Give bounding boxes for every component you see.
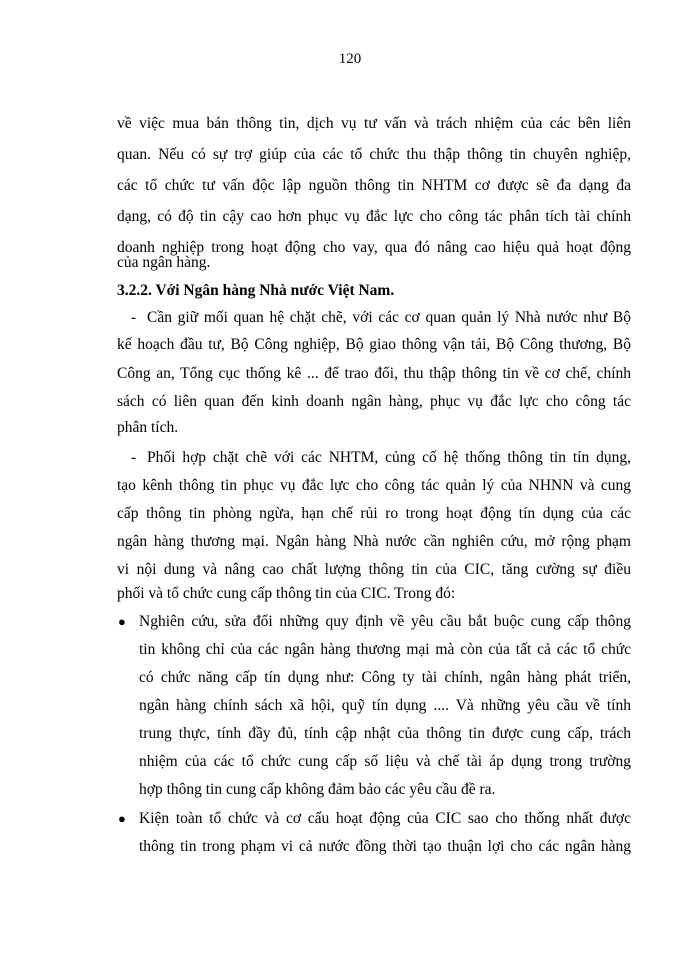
- item2-line: ngân hàng thương mại. Ngân hàng Nhà nước cần nghiên cứu, mở rộng phạm: [117, 533, 631, 550]
- item1-line: kế hoạch đầu tư, Bộ Công nghiệp, Bộ giao thông vận tải, Bộ Công thương, Bộ: [117, 336, 631, 353]
- bullet1-line: ngân hàng chính sách xã hội, quỹ tín dụng .... Và những yêu cầu về tính: [139, 697, 631, 714]
- bullet2-line: Kiện toàn tổ chức và cơ cấu hoạt động của CIC sao cho thống nhất được: [139, 810, 631, 827]
- para1-line: dạng, có độ tin cậy cao hơn phục vụ đắc lực cho công tác phân tích tài chính: [117, 208, 631, 225]
- dash-marker: -: [131, 309, 137, 326]
- bullet1-line: có chức năng cấp tín dụng như: Công ty tài chính, ngân hàng phát triển,: [139, 669, 631, 686]
- para1-line: các tổ chức tư vấn độc lập nguồn thông tin NHTM cơ được sẽ đa dạng đa: [117, 177, 631, 194]
- item2-line: tạo kênh thông tin phục vụ đắc lực cho công tác quản lý của NHNN và cung: [117, 477, 631, 494]
- item1-line: Cần giữ mối quan hệ chặt chẽ, với các cơ quan quản lý Nhà nước như Bộ: [147, 309, 631, 326]
- bullet1-line: trung thực, tính đầy đủ, tính cập nhật của thông tin được cung cấp, trách: [139, 725, 631, 742]
- section-heading: 3.2.2. Với Ngân hàng Nhà nước Việt Nam.: [117, 282, 395, 299]
- item1-line: phân tích.: [117, 419, 179, 436]
- item2-line: cấp thông tin phòng ngừa, hạn chế rủi ro trong hoạt động tín dụng của các: [117, 505, 631, 522]
- item2-line: vi nội dung và nâng cao chất lượng thông tin của CIC, tăng cường sự điều: [117, 561, 631, 578]
- item2-line: Phối hợp chặt chẽ với các NHTM, củng cố hệ thống thông tin tín dụng,: [147, 449, 631, 466]
- para1-line: về việc mua bán thông tin, dịch vụ tư vấn và trách nhiệm của các bên liên: [117, 115, 631, 132]
- item2-line: phối và tổ chức cung cấp thông tin của CIC. Trong đó:: [117, 585, 456, 602]
- para1-line: của ngân hàng.: [117, 254, 211, 271]
- bullet2-line: thông tin trong phạm vi cả nước đồng thời tạo thuận lợi cho các ngân hàng: [139, 838, 631, 855]
- dash-marker: -: [131, 449, 137, 466]
- bullet-icon: ●: [118, 811, 126, 826]
- item1-line: sách có liên quan đến kinh doanh ngân hàng, phục vụ đắc lực cho công tác: [117, 393, 631, 410]
- bullet1-line: hợp thông tin cung cấp không đảm bảo các yêu cầu đề ra.: [139, 781, 496, 798]
- bullet1-line: Nghiên cứu, sửa đổi những quy định về yêu cầu bắt buộc cung cấp thông: [139, 613, 631, 630]
- page-number: 120: [338, 51, 362, 67]
- para1-line: quan. Nếu có sự trợ giúp của các tổ chức thu thập thông tin chuyên nghiệp,: [117, 146, 631, 163]
- para1-line: doanh nghiệp trong hoạt động cho vay, qua đó nâng cao hiệu quả hoạt động: [117, 239, 631, 256]
- item1-line: Công an, Tổng cục thống kê ... để trao đổi, thu thập thông tin về cơ chế, chính: [117, 365, 631, 382]
- bullet1-line: nhiệm của các tổ chức cung cấp số liệu và chế tài áp dụng trong trường: [139, 753, 631, 770]
- bullet1-line: tin không chỉ của các ngân hàng thương mại mà còn của tất cả các tổ chức: [139, 641, 631, 658]
- bullet-icon: ●: [118, 614, 126, 629]
